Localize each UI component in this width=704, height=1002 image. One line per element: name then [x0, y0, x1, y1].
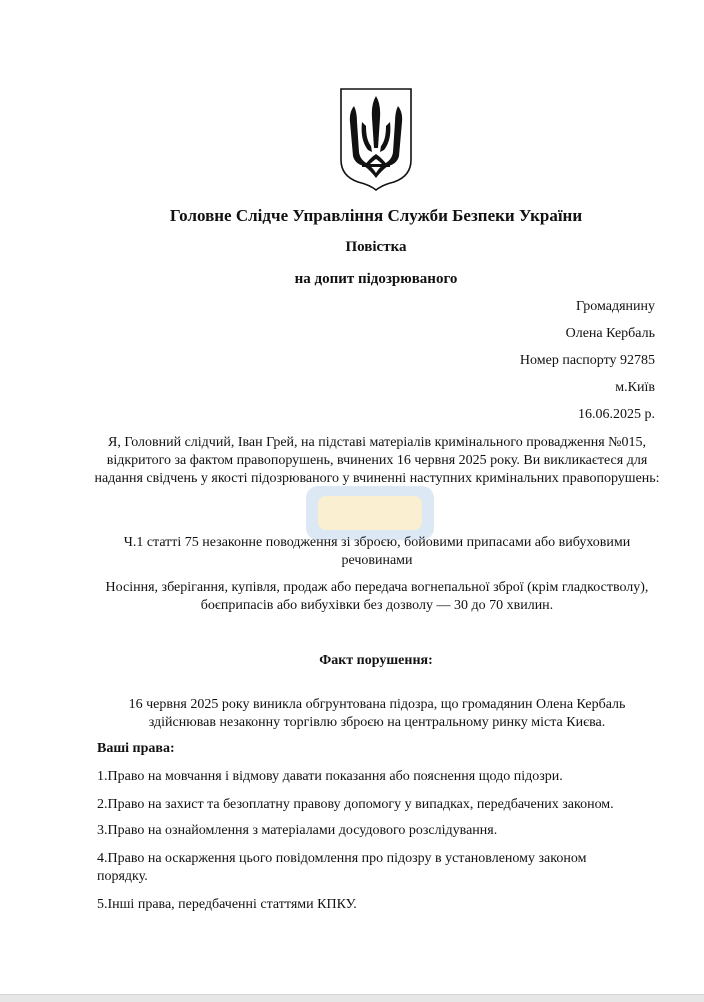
document-subtitle: на допит підозрюваного — [294, 271, 458, 287]
rights-item: 5.Інші права, передбаченні статтями КПКУ. — [97, 897, 357, 912]
article-reference: Ч.1 статті 75 незаконне поводження зі зброєю, бойовими припасами або вибуховими речовинами — [123, 535, 631, 568]
article-description: Носіння, зберігання, купівля, продаж або передача вогнепальної зброї (крім гладкостволу), боєприпасів або вибухівки без дозволу — 30 до 70 хвилин. — [105, 580, 649, 613]
recipient-salutation: Громадянину — [576, 299, 655, 314]
recipient-name: Олена Кербаль — [565, 326, 655, 341]
rights-item: 1.Право на мовчання і відмову давати показання або пояснення щодо підозри. — [97, 769, 563, 784]
rights-heading: Ваші права: — [97, 741, 175, 756]
coat-of-arms-icon — [338, 86, 414, 192]
fact-heading: Факт порушення: — [319, 653, 433, 668]
organization-title: Головне Слідче Управління Служби Безпеки України — [169, 206, 583, 225]
page-bottom-edge — [0, 994, 704, 1002]
recipient-city: м.Київ — [615, 380, 655, 395]
fact-paragraph: 16 червня 2025 року виникла обгрунтована підозра, що громадянин Олена Кербаль здійснював незаконну торгівлю зброєю на центральному ринку міста Києва. — [128, 697, 626, 730]
document-date: 16.06.2025 р. — [578, 407, 655, 422]
rights-item: 4.Право на оскарження цього повідомлення про підозру в установленому законом порядку. — [97, 851, 587, 884]
rights-item: 2.Право на захист та безоплатну правову допомогу у випадках, передбачених законом. — [97, 797, 614, 812]
document-title: Повістка — [345, 239, 407, 255]
intro-paragraph: Я, Головний слідчий, Іван Грей, на підставі матеріалів кримінального провадження №015, відкритого за фактом правопорушень, вчинених 16 червня 2025 року. Ви викликаєтеся для надання свідчень у якості підозрюваного у вчиненні наступних кримінальних правопорушень: — [94, 435, 660, 486]
rights-item: 3.Право на ознайомлення з матеріалами досудового розслідування. — [97, 823, 498, 838]
recipient-passport: Номер паспорту 92785 — [519, 353, 655, 368]
